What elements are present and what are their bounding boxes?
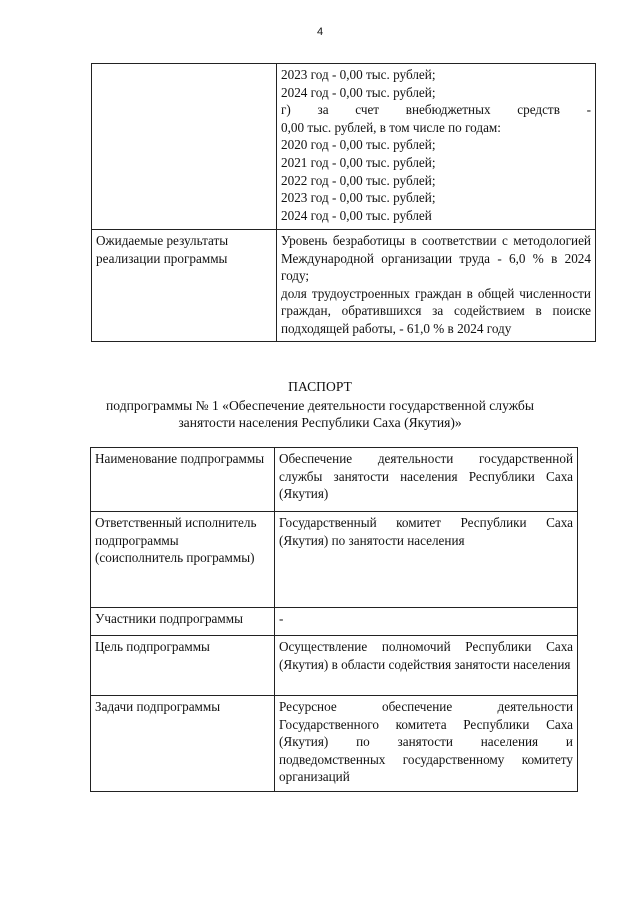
table-row [91, 608, 578, 636]
passport-title: ПАСПОРТ [288, 379, 352, 394]
financing-line: 2024 год - 0,00 тыс. рублей; [281, 84, 436, 100]
table-row [92, 230, 596, 342]
goal-value: Осуществление полномочий Республики Саха (Якутия) в области содействия занятости населения [275, 636, 578, 696]
financing-line: 0,00 тыс. рублей, в том числе по годам: [281, 119, 501, 135]
expected-result-item: Уровень безработицы в соответствии с методологией Международной организации труда - 6,0 % в 2024 году; [281, 233, 591, 284]
tasks-label: Задачи подпрограммы [91, 696, 275, 792]
table-row [91, 696, 578, 792]
financing-line: г) за счет внебюджетных средств - [281, 102, 591, 118]
financing-line: 2020 год - 0,00 тыс. рублей; [281, 137, 436, 153]
subprogram-name-label: Наименование подпрограммы [91, 448, 275, 512]
expected-results-label: Ожидаемые результаты реализации программы [92, 230, 277, 342]
responsible-executor-label: Ответственный исполнитель подпрограммы (соисполнитель программы) [91, 512, 275, 608]
financing-line: 2023 год - 0,00 тыс. рублей; [281, 67, 436, 82]
participants-value: - [275, 608, 578, 636]
table-row [91, 448, 578, 512]
responsible-executor-value: Государственный комитет Республики Саха (Якутия) по занятости населения [275, 512, 578, 608]
tasks-value: Ресурсное обеспечение деятельности Государственного комитета Республики Саха (Якутия) по занятости населения и подведомственных государственному комитету организаций [275, 696, 578, 792]
financing-line: 2024 год - 0,00 тыс. рублей [281, 207, 432, 223]
table-row [92, 64, 596, 230]
table-row [91, 512, 578, 608]
financing-line: 2022 год - 0,00 тыс. рублей; [281, 172, 436, 188]
expected-results-value [277, 230, 596, 342]
participants-label: Участники подпрограммы [91, 608, 275, 636]
subprogram-passport-table [90, 447, 578, 792]
page-number: 4 [316, 26, 324, 38]
table-cell-label [92, 64, 277, 230]
table-row [91, 636, 578, 696]
passport-subtitle-line2: занятости населения Республики Саха (Якутия)» [178, 415, 462, 430]
subprogram-name-value: Обеспечение деятельности государственной службы занятости населения Республики Саха (Якутия) [275, 448, 578, 512]
financing-cell [277, 64, 596, 230]
goal-label: Цель подпрограммы [91, 636, 275, 696]
financing-line: 2021 год - 0,00 тыс. рублей; [281, 154, 436, 170]
financing-line: 2023 год - 0,00 тыс. рублей; [281, 190, 436, 206]
expected-result-item: доля трудоустроенных граждан в общей численности граждан, обратившихся за содействием в поиске подходящей работы, - 61,0 % в 2024 году [281, 285, 591, 336]
program-passport-table-continued [91, 63, 596, 342]
passport-subtitle-line1: подпрограммы № 1 «Обеспечение деятельности государственной службы [106, 398, 534, 413]
